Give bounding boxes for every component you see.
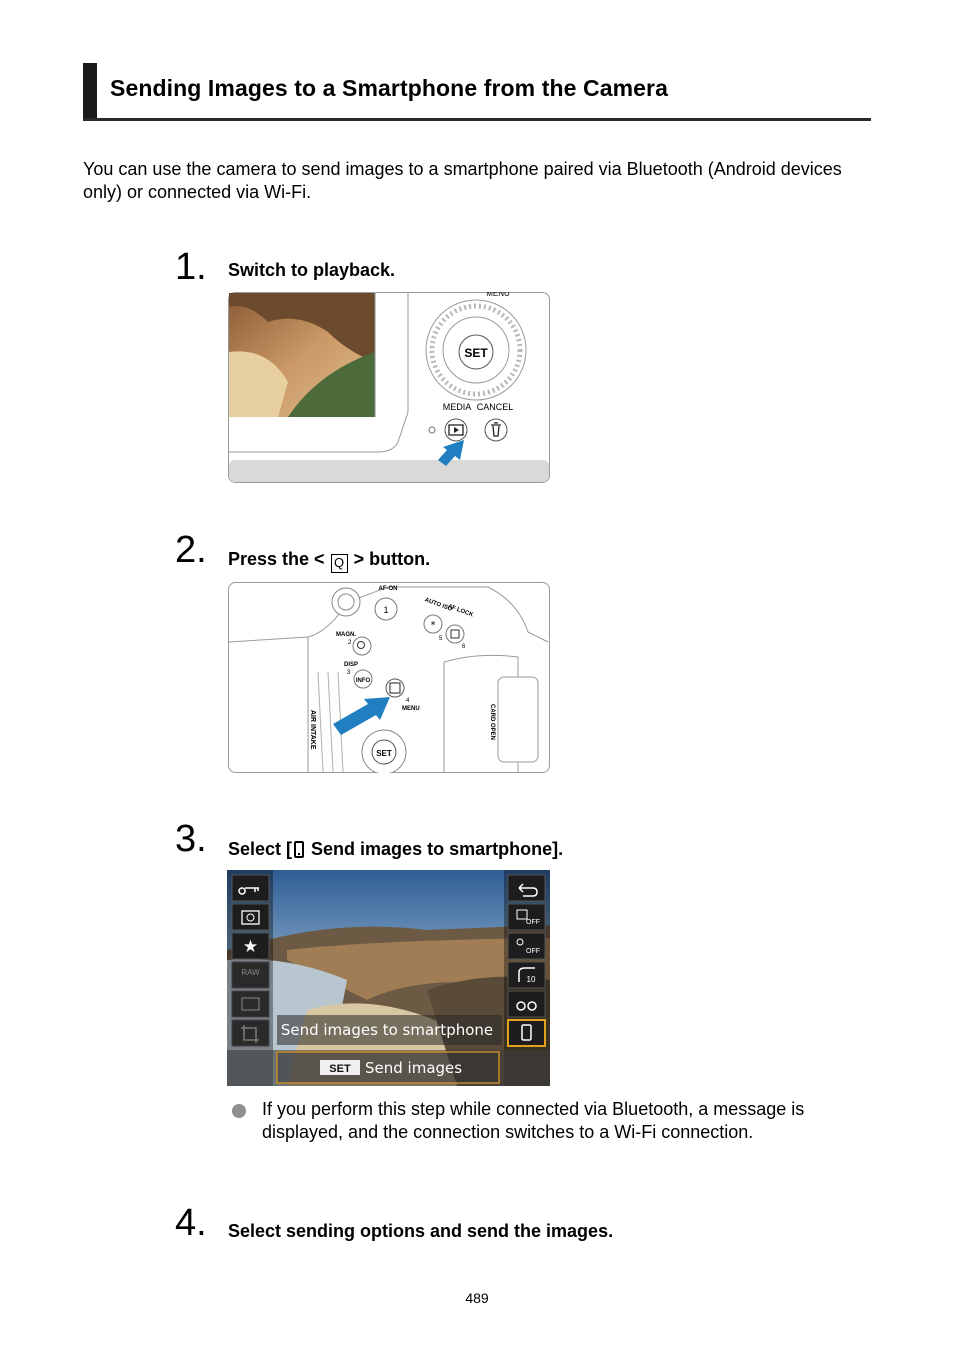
step-4-number: 4. <box>175 1202 207 1244</box>
resize-icon-tile <box>232 991 269 1017</box>
crop-icon-tile <box>232 1020 269 1046</box>
section-header <box>83 63 871 121</box>
figure-quick-control-screen <box>227 870 550 1086</box>
set-dial-label: SET <box>376 749 392 758</box>
auto-iso-label: AUTO ISO <box>423 597 453 613</box>
image-off-2-icon-tile[interactable] <box>508 933 545 959</box>
header-rule <box>83 118 871 121</box>
smartphone-icon <box>294 841 304 858</box>
button-5-label: 5 <box>439 636 443 642</box>
page-number: 489 <box>465 1290 489 1306</box>
bullet-dot <box>232 1104 246 1118</box>
media-label: MEDIA <box>442 402 472 412</box>
camera-top-back-illustration <box>228 582 550 773</box>
erase-button[interactable] <box>485 419 507 441</box>
q-button[interactable] <box>386 679 404 697</box>
step-1-text: Switch to playback. <box>228 260 396 280</box>
smartphone-icon-tile[interactable] <box>508 1020 545 1046</box>
figure-q-button <box>228 582 550 773</box>
button-2-label: 2 <box>348 640 352 646</box>
bullet-text: If you perform this step while connected via Bluetooth, a message is displayed, and the connection switches to a Wi-Fi connection. <box>262 1099 805 1142</box>
step-2-text-after: > button. <box>353 549 431 569</box>
magn-label: MAGN. <box>336 632 356 638</box>
send-images-label: Send images <box>365 1059 463 1077</box>
svg-text:OFF: OFF <box>526 948 540 955</box>
camera-back-illustration <box>228 292 550 483</box>
info-label: INFO <box>355 678 371 684</box>
disp-label: DISP <box>343 662 359 668</box>
step-4-text: Select sending options and send the images. <box>228 1221 614 1241</box>
cancel-label: CANCEL <box>476 402 514 412</box>
step-2-text <box>228 549 430 573</box>
camera-lcd-screen <box>227 870 550 1086</box>
menu-label-2: MENU <box>402 706 420 712</box>
step-3-text-after: Send images to smartphone]. <box>306 839 564 859</box>
header-accent-bar <box>83 63 97 121</box>
step-2-text-before: Press the < <box>228 549 325 569</box>
intro-paragraph: You can use the camera to send images to a smartphone paired via Bluetooth (Android devices only) or connected via Wi-Fi. <box>83 159 842 202</box>
set-key-label: SET <box>329 1063 351 1075</box>
svg-text:10: 10 <box>526 975 536 984</box>
tooltip-text: Send images to smartphone <box>280 1021 494 1039</box>
figure-playback-button <box>228 292 550 483</box>
button-1-label: 1 <box>383 605 389 615</box>
step-3-number: 3. <box>175 818 207 860</box>
set-button-label: SET <box>464 346 488 360</box>
raw-jpeg-icon: RAW <box>241 968 260 977</box>
binoculars-icon-tile[interactable] <box>508 991 545 1017</box>
step-1-number: 1. <box>175 246 207 288</box>
button-3-label: 3 <box>347 670 351 676</box>
step-3-text-before: Select [ <box>228 839 293 859</box>
q-button-glyph: Q <box>331 554 348 573</box>
af-lock-label: AF LOCK <box>446 603 474 619</box>
page-title: Sending Images to a Smartphone from the Camera <box>110 75 668 101</box>
asterisk-icon: * <box>430 620 436 631</box>
rotate-icon-tile[interactable] <box>232 904 269 930</box>
menu-label: MENU <box>486 292 510 298</box>
air-intake-label: AIR INTAKE <box>309 710 316 750</box>
button-6-label: 6 <box>462 644 466 650</box>
star-icon: ★ <box>242 937 259 957</box>
card-open-label: CARD OPEN <box>489 704 495 741</box>
step-3-text <box>228 839 563 860</box>
af-on-label: AF-ON <box>378 586 398 592</box>
step-2-number: 2. <box>175 529 207 571</box>
button-4-label: 4 <box>406 698 410 704</box>
svg-text:OFF: OFF <box>526 919 540 926</box>
